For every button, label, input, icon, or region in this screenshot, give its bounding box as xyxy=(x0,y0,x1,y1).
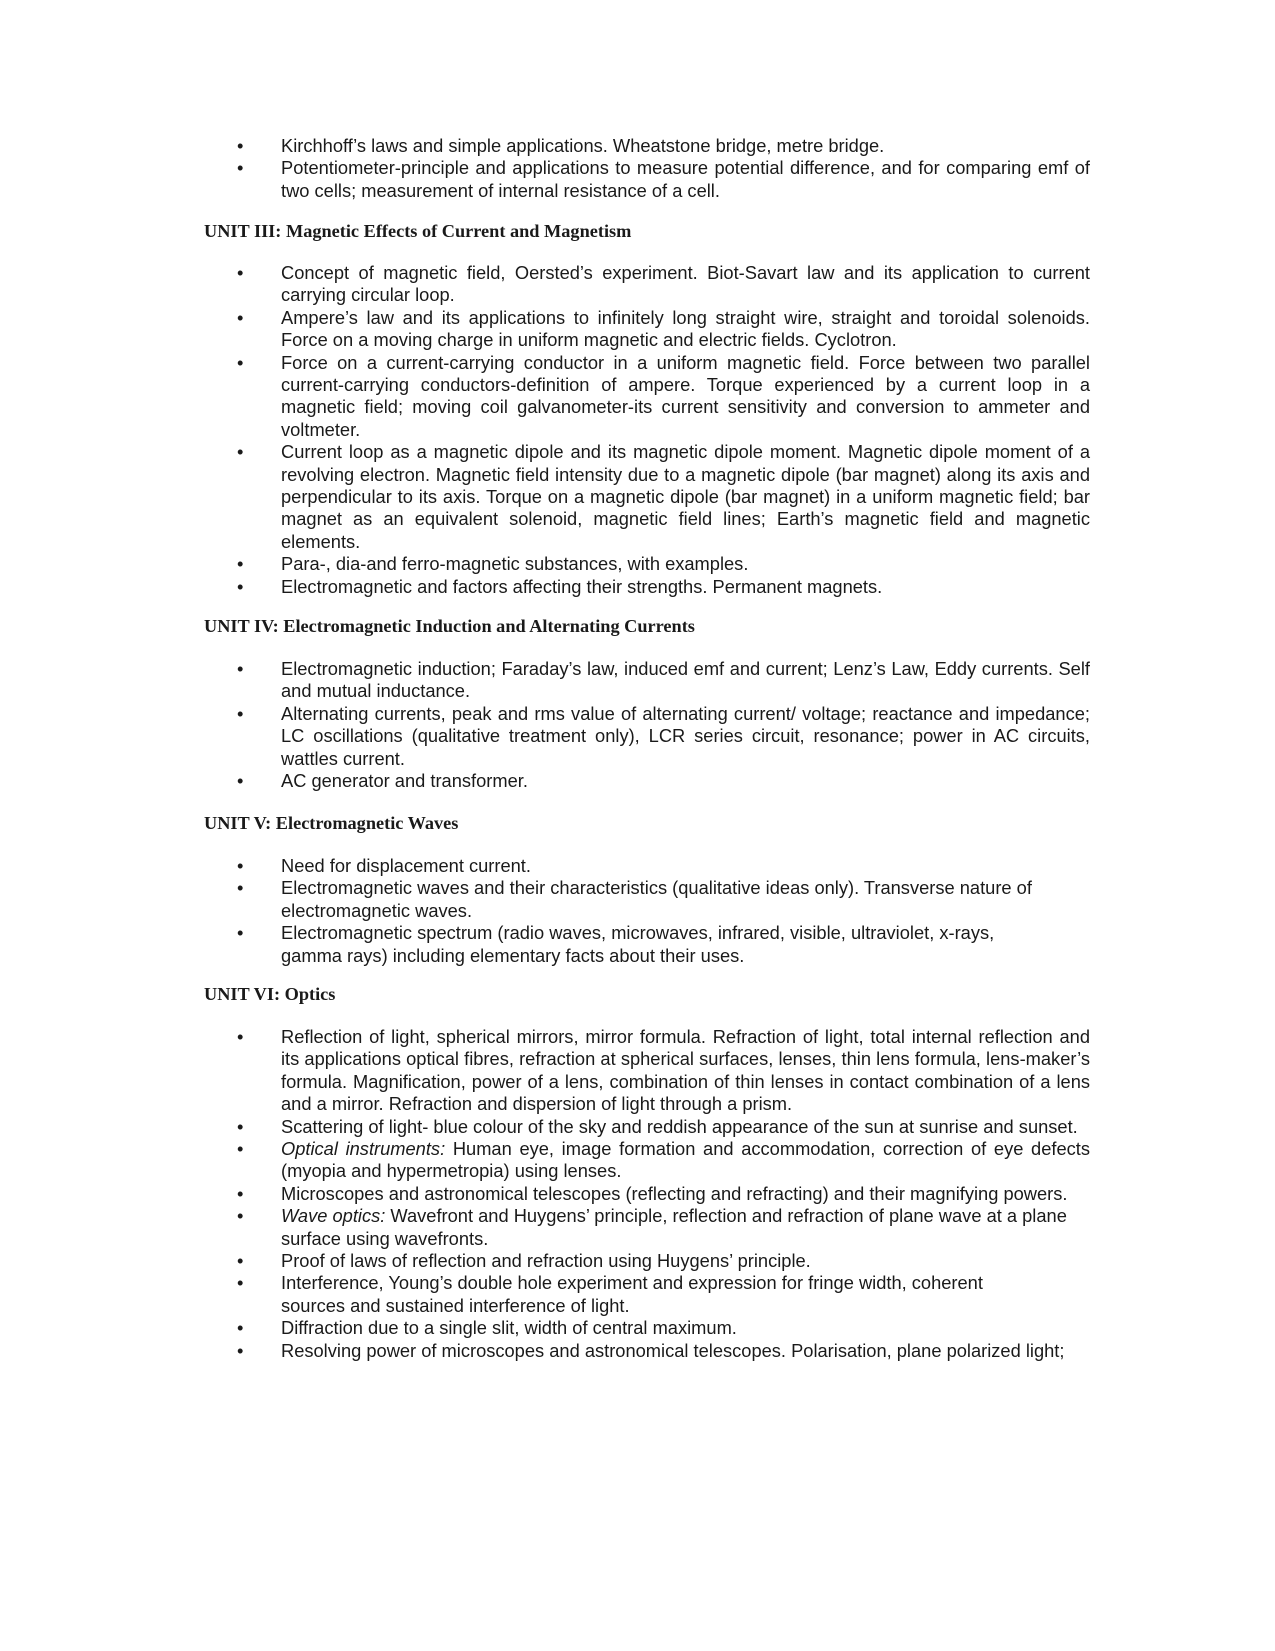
item-text: Para-, dia-and ferro-magnetic substances, with examples. xyxy=(281,553,749,575)
item-text: Current loop as a magnetic dipole and its magnetic dipole moment. Magnetic dipole moment of a revolving electron. Magnetic field intensity due to a magnetic dipole (bar magnet) along its axis and perpendicular to its axis. Torque on a magnetic dipole (bar magnet) in a uniform magnetic field; bar magnet as an equivalent solenoid, magnetic field lines; Earth’s magnetic field and magnetic elements. xyxy=(281,441,1090,552)
bullet: • xyxy=(237,351,244,373)
list-item xyxy=(237,770,1090,792)
item-text: Diffraction due to a single slit, width of central maximum. xyxy=(281,1317,737,1339)
list-item xyxy=(237,855,1090,877)
unit3-heading: UNIT III: Magnetic Effects of Current and Magnetism xyxy=(204,221,632,241)
bullet: • xyxy=(237,1026,244,1047)
list-item xyxy=(237,1340,1090,1362)
bullet: • xyxy=(237,441,244,463)
item-text: Alternating currents, peak and rms value of alternating current/ voltage; reactance and impedance; LC oscillations (qualitative treatment only), LCR series circuit, resonance; power in AC circuits, wattles current. xyxy=(281,702,1090,769)
item-text: Kirchhoff’s laws and simple applications. Wheatstone bridge, metre bridge. xyxy=(281,135,885,156)
bullet: • xyxy=(237,1250,244,1272)
list-item xyxy=(237,135,1090,157)
list-unit5 xyxy=(237,855,1090,967)
item-text: Reflection of light, spherical mirrors, mirror formula. Refraction of light, total internal reflection and its applications optical fibres, refraction at spherical surfaces, lenses, thin lens formula, lens-maker’s formula. Magnification, power of a lens, combination of thin lenses in contact combination of a lens and a mirror. Refraction and dispersion of light through a prism. xyxy=(281,1026,1090,1115)
list-item xyxy=(237,576,1090,598)
list-item xyxy=(237,1183,1102,1205)
bullet: • xyxy=(237,306,244,328)
item-text: Electromagnetic spectrum (radio waves, microwaves, infrared, visible, ultraviolet, x-rays, gamma rays) including elementary facts about their uses. xyxy=(281,922,995,966)
bullet: • xyxy=(237,1115,244,1137)
bullet: • xyxy=(237,157,244,179)
bullet: • xyxy=(237,1182,244,1204)
unit4-heading: UNIT IV: Electromagnetic Induction and Alternating Currents xyxy=(204,616,695,636)
bullet: • xyxy=(237,553,244,575)
list-item xyxy=(237,262,1090,307)
bullet: • xyxy=(237,770,244,792)
item-text: Wavefront and Huygens’ principle, reflection and refraction of plane wave at a plane surface using wavefronts. xyxy=(281,1205,1067,1249)
list-item xyxy=(237,553,1090,575)
item-text: Microscopes and astronomical telescopes (reflecting and refracting) and their magnifying powers. xyxy=(281,1182,1068,1204)
bullet: • xyxy=(237,1138,244,1160)
item-text: Force on a current-carrying conductor in a uniform magnetic field. Force between two parallel current-carrying conductors-definition of ampere. Torque experienced by a current loop in a magnetic field; moving coil galvanometer-its current sensitivity and conversion to ammeter and voltmeter. xyxy=(281,351,1090,440)
item-text: Potentiometer-principle and applications to measure potential difference, and for comparing emf of two cells; measurement of internal resistance of a cell. xyxy=(281,157,1090,201)
list-unit3 xyxy=(237,262,1090,598)
list-item xyxy=(237,441,1090,553)
list-item xyxy=(237,877,1090,922)
list-item xyxy=(237,922,1090,967)
list-unit4 xyxy=(237,658,1090,792)
bullet: • xyxy=(237,658,244,679)
item-text: Resolving power of microscopes and astronomical telescopes. Polarisation, plane polarized light; xyxy=(281,1339,1065,1361)
item-text: Interference, Young’s double hole experiment and expression for fringe width, coherent sources and sustained interference of light. xyxy=(281,1272,983,1316)
bullet: • xyxy=(237,855,244,876)
list-item xyxy=(237,1205,1090,1250)
bullet: • xyxy=(237,135,244,156)
bullet: • xyxy=(237,877,244,899)
list-item xyxy=(237,1026,1090,1116)
list-item xyxy=(237,157,1090,202)
list-item xyxy=(237,1317,1090,1339)
item-text: Human eye, image formation and accommodation, correction of eye defects (myopia and hypermetropia) using lenses. xyxy=(281,1138,1090,1182)
bullet: • xyxy=(237,702,244,724)
item-text: Electromagnetic and factors affecting their strengths. Permanent magnets. xyxy=(281,575,883,597)
item-label-wave-optics: Wave optics: xyxy=(281,1205,386,1227)
bullet: • xyxy=(237,1272,244,1294)
unit6-heading: UNIT VI: Optics xyxy=(204,984,336,1004)
list-item xyxy=(237,352,1090,442)
item-text: Concept of magnetic field, Oersted’s experiment. Biot-Savart law and its application to current carrying circular loop. xyxy=(281,262,1090,306)
item-text: Ampere’s law and its applications to infinitely long straight wire, straight and toroidal solenoids. Force on a moving charge in uniform magnetic and electric fields. Cyclotron. xyxy=(281,306,1090,351)
item-text: AC generator and transformer. xyxy=(281,770,528,792)
item-label-optical-instruments: Optical instruments: xyxy=(281,1138,446,1160)
bullet: • xyxy=(237,1317,244,1339)
bullet: • xyxy=(237,262,244,283)
list-item xyxy=(237,1272,1090,1317)
bullet: • xyxy=(237,922,244,944)
list-section0 xyxy=(237,135,1090,202)
bullet: • xyxy=(237,575,244,597)
item-text: Proof of laws of reflection and refraction using Huygens’ principle. xyxy=(281,1250,811,1272)
list-item xyxy=(237,1250,1090,1272)
list-item xyxy=(237,658,1090,703)
list-item xyxy=(237,1138,1090,1183)
item-text: Need for displacement current. xyxy=(281,855,531,876)
bullet: • xyxy=(237,1339,244,1361)
item-text: Electromagnetic waves and their characteristics (qualitative ideas only). Transverse nature of electromagnetic waves. xyxy=(281,877,1032,921)
list-unit6 xyxy=(237,1026,1090,1362)
list-item xyxy=(237,1116,1102,1138)
unit5-heading: UNIT V: Electromagnetic Waves xyxy=(204,813,459,833)
item-text: Scattering of light- blue colour of the sky and reddish appearance of the sun at sunrise and sunset. xyxy=(281,1115,1078,1137)
list-item xyxy=(237,703,1090,770)
item-text: Electromagnetic induction; Faraday’s law, induced emf and current; Lenz’s Law, Eddy currents. Self and mutual inductance. xyxy=(281,658,1090,702)
list-item xyxy=(237,307,1090,352)
bullet: • xyxy=(237,1205,244,1227)
